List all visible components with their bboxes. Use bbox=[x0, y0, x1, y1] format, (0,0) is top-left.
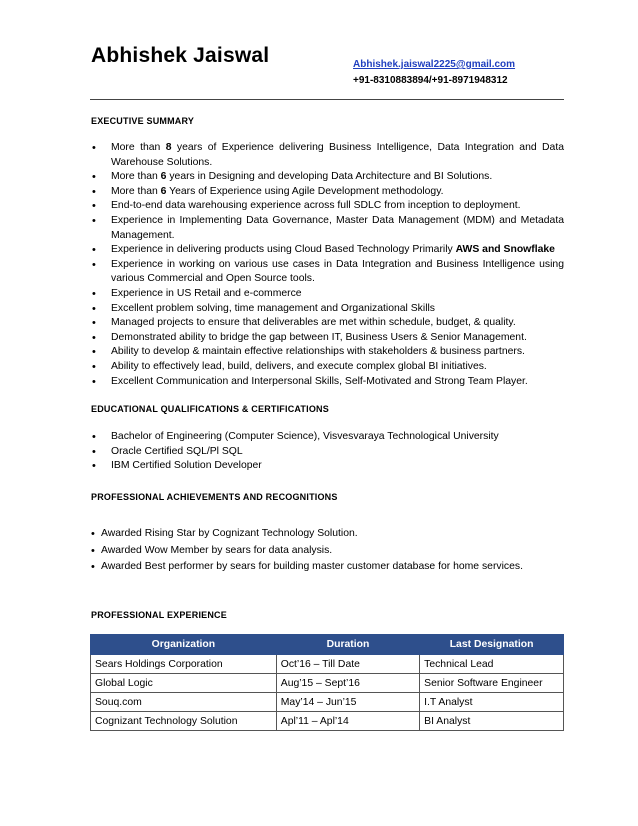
table-row bbox=[91, 693, 564, 712]
list-item: • Excellent problem solving, time management and Organizational Skills bbox=[91, 302, 564, 317]
list-item: • More than 8 years of Experience delivering Business Intelligence, Data Integration and Data Warehouse Solutions. bbox=[91, 141, 564, 170]
list-item: • More than 6 Years of Experience using Agile Development methodology. bbox=[91, 185, 564, 200]
phone-number: +91-8310883894/+91-8971948312 bbox=[353, 75, 508, 86]
column-header: Organization bbox=[91, 635, 277, 655]
table-cell: Global Logic bbox=[91, 674, 277, 693]
table-cell: Apl’11 – Apl’14 bbox=[276, 712, 419, 731]
experience-heading: PROFESSIONAL EXPERIENCE bbox=[91, 610, 227, 620]
achievements-list bbox=[91, 526, 564, 576]
list-item: • Experience in delivering products using Cloud Based Technology Primarily AWS and Snowflake bbox=[91, 243, 564, 258]
experience-table bbox=[90, 634, 564, 731]
list-item: • Managed projects to ensure that deliverables are met within schedule, budget, & quality. bbox=[91, 316, 564, 331]
table-cell: Aug’15 – Sept’16 bbox=[276, 674, 419, 693]
education-heading: EDUCATIONAL QUALIFICATIONS & CERTIFICATIONS bbox=[91, 404, 329, 414]
column-header: Last Designation bbox=[420, 635, 564, 655]
list-item: • Ability to effectively lead, build, delivers, and execute complex global BI initiatives. bbox=[91, 360, 564, 375]
table-row bbox=[91, 674, 564, 693]
list-item: • Oracle Certified SQL/Pl SQL bbox=[91, 445, 564, 460]
executive-summary-list bbox=[91, 141, 564, 389]
list-item: • Experience in US Retail and e-commerce bbox=[91, 287, 564, 302]
list-item: • Experience in Implementing Data Governance, Master Data Management (MDM) and Metadata Management. bbox=[91, 214, 564, 243]
header-divider bbox=[90, 99, 564, 100]
candidate-name: Abhishek Jaiswal bbox=[91, 44, 270, 67]
list-item: • IBM Certified Solution Developer bbox=[91, 459, 564, 474]
education-list bbox=[91, 430, 564, 474]
table-cell: I.T Analyst bbox=[420, 693, 564, 712]
table-header-row bbox=[91, 635, 564, 655]
list-item: • More than 6 years in Designing and developing Data Architecture and BI Solutions. bbox=[91, 170, 564, 185]
list-item: • Excellent Communication and Interpersonal Skills, Self-Motivated and Strong Team Player. bbox=[91, 375, 564, 390]
list-item: • Bachelor of Engineering (Computer Science), Visvesvaraya Technological University bbox=[91, 430, 564, 445]
contact-block bbox=[353, 57, 515, 89]
email-link[interactable]: Abhishek.jaiswal2225@gmail.com bbox=[353, 59, 516, 70]
list-item: • End-to-end data warehousing experience across full SDLC from inception to deployment. bbox=[91, 199, 564, 214]
table-cell: Cognizant Technology Solution bbox=[91, 712, 277, 731]
table-cell: Sears Holdings Corporation bbox=[91, 655, 277, 674]
executive-summary-heading: EXECUTIVE SUMMARY bbox=[91, 116, 195, 126]
table-cell: BI Analyst bbox=[420, 712, 564, 731]
list-item: • Demonstrated ability to bridge the gap between IT, Business Users & Senior Management. bbox=[91, 331, 564, 346]
table-cell: Oct’16 – Till Date bbox=[276, 655, 419, 674]
table-cell: Technical Lead bbox=[420, 655, 564, 674]
table-row bbox=[91, 712, 564, 731]
achievements-heading: PROFESSIONAL ACHIEVEMENTS AND RECOGNITIONS bbox=[91, 492, 338, 502]
table-cell: May’14 – Jun’15 bbox=[276, 693, 419, 712]
table-cell: Senior Software Engineer bbox=[420, 674, 564, 693]
table-row bbox=[91, 655, 564, 674]
column-header: Duration bbox=[276, 635, 419, 655]
list-item: • Experience in working on various use cases in Data Integration and Business Intelligence using various Commercial and Open Source tools. bbox=[91, 258, 564, 287]
list-item: • Awarded Best performer by sears for building master customer database for home services. bbox=[91, 559, 564, 576]
table-cell: Souq.com bbox=[91, 693, 277, 712]
list-item: • Awarded Wow Member by sears for data analysis. bbox=[91, 543, 564, 560]
list-item: • Awarded Rising Star by Cognizant Technology Solution. bbox=[91, 526, 564, 543]
list-item: • Ability to develop & maintain effective relationships with stakeholders & business partners. bbox=[91, 345, 564, 360]
